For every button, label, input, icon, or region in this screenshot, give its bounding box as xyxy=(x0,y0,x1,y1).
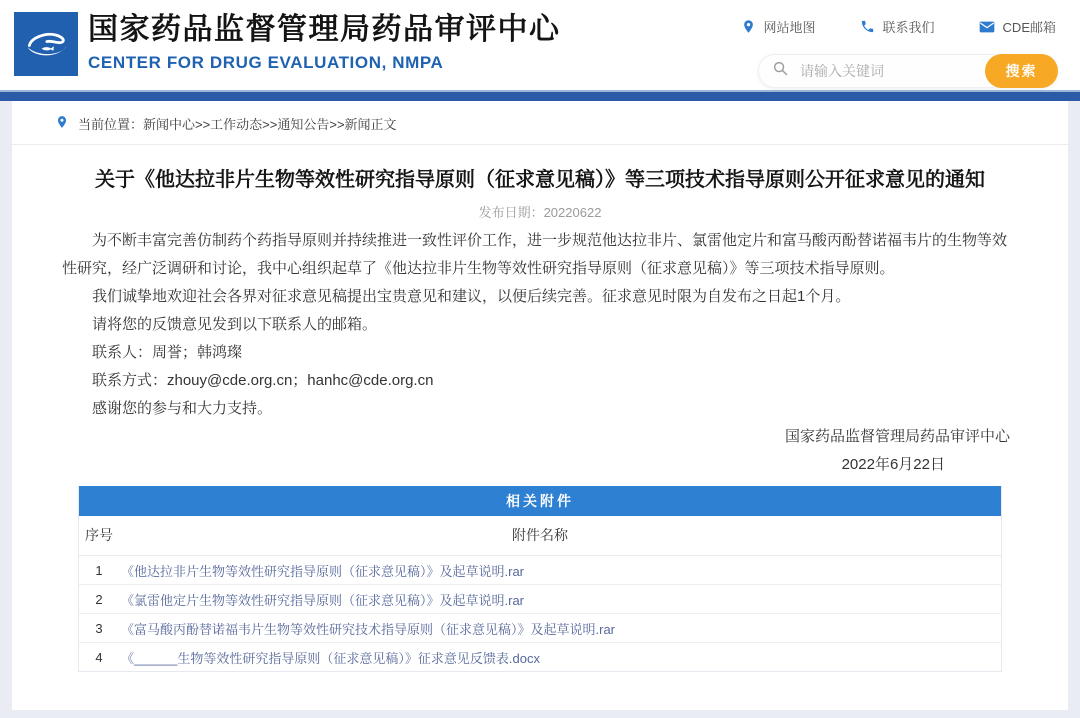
sitemap-link[interactable] xyxy=(741,17,816,36)
cde-mail-link[interactable] xyxy=(979,17,1056,36)
attachments-table-title: 相关附件 xyxy=(79,486,1001,516)
attachments-column-headers xyxy=(79,516,1001,556)
contact-us-link[interactable] xyxy=(860,17,935,36)
article-body xyxy=(62,227,1018,423)
attachment-row-number: 3 xyxy=(95,620,103,636)
attachment-link[interactable]: 《氯雷他定片生物等效性研究指导原则（征求意见稿）》及起草说明.rar xyxy=(121,592,525,608)
header-divider-bar xyxy=(0,90,1080,101)
table-row xyxy=(79,556,1001,585)
article-paragraph: 我们诚挚地欢迎社会各界对征求意见稿提出宝贵意见和建议，以便后续完善。征求意见时限为自发布之日起1个月。 xyxy=(92,288,851,305)
contact-us-link-label: 联系我们 xyxy=(882,20,935,35)
site-header xyxy=(0,0,1080,90)
table-row xyxy=(79,585,1001,614)
article-paragraph-contact-emails: 联系方式：zhouy@cde.org.cn；hanhc@cde.org.cn xyxy=(92,372,434,389)
envelope-icon xyxy=(979,20,995,34)
signature-date: 2022年6月22日 xyxy=(841,456,945,473)
breadcrumb-divider xyxy=(12,144,1068,145)
attachment-link[interactable]: 《富马酸丙酚替诺福韦片生物等效性研究技术指导原则（征求意见稿）》及起草说明.rar xyxy=(121,621,616,637)
page-title: 关于《他达拉非片生物等效性研究指导原则（征求意见稿）》等三项技术指导原则公开征求意见的通知 xyxy=(95,169,985,191)
attachment-row-number: 1 xyxy=(95,562,103,578)
attachment-row-number: 4 xyxy=(95,649,103,665)
brand-title-en: CENTER FOR DRUG EVALUATION, NMPA xyxy=(88,53,444,72)
table-row xyxy=(79,643,1001,671)
location-pin-icon xyxy=(741,19,756,34)
article-paragraph: 感谢您的参与和大力支持。 xyxy=(92,400,273,417)
content-background xyxy=(0,101,1080,718)
breadcrumb-text: 当前位置：新闻中心>>工作动态>>通知公告>>新闻正文 xyxy=(78,117,397,132)
brand-title-cn: 国家药品监督管理局药品审评中心 xyxy=(88,13,561,46)
attachments-table xyxy=(78,486,1002,672)
publish-date: 发布日期：20220622 xyxy=(478,205,602,220)
attachment-link[interactable]: 《他达拉非片生物等效性研究指导原则（征求意见稿）》及起草说明.rar xyxy=(121,563,525,579)
cde-logo[interactable] xyxy=(14,12,78,76)
signature-org: 国家药品监督管理局药品审评中心 xyxy=(784,428,1010,445)
search-bar xyxy=(758,54,1058,88)
article-paragraph: 请将您的反馈意见发到以下联系人的邮箱。 xyxy=(92,316,378,333)
column-header-no: 序号 xyxy=(85,527,113,543)
attachment-link[interactable]: 《______生物等效性研究指导原则（征求意见稿）》征求意见反馈表.docx xyxy=(121,650,540,666)
phone-icon xyxy=(860,19,875,34)
attachment-row-number: 2 xyxy=(95,591,103,607)
cde-mail-link-label: CDE邮箱 xyxy=(1002,20,1056,35)
table-row xyxy=(79,614,1001,643)
sitemap-link-label: 网站地图 xyxy=(763,20,816,35)
search-icon xyxy=(772,60,789,82)
breadcrumb-pin-icon xyxy=(55,115,69,132)
article-paragraph: 为不断丰富完善仿制药个药指导原则并持续推进一致性评价工作，进一步规范他达拉非片、氯雷他定片和富马酸丙酚替诺福韦片的生物等效性研究，经广泛调研和讨论，我中心组织起草了《他达拉非片生物等效性研究指导原则（征求意见稿）》等三项技术指导原则。 xyxy=(62,232,1008,277)
search-button[interactable]: 搜索 xyxy=(985,54,1058,88)
brand-block xyxy=(88,12,561,73)
article-paragraph: 联系人：周誉；韩鸿璨 xyxy=(92,344,243,361)
breadcrumb xyxy=(12,101,1068,144)
search-input[interactable] xyxy=(798,62,985,80)
column-header-name: 附件名称 xyxy=(512,527,568,543)
header-quick-links xyxy=(741,17,1056,36)
swan-logo-icon xyxy=(18,14,74,75)
article-card xyxy=(12,101,1068,710)
